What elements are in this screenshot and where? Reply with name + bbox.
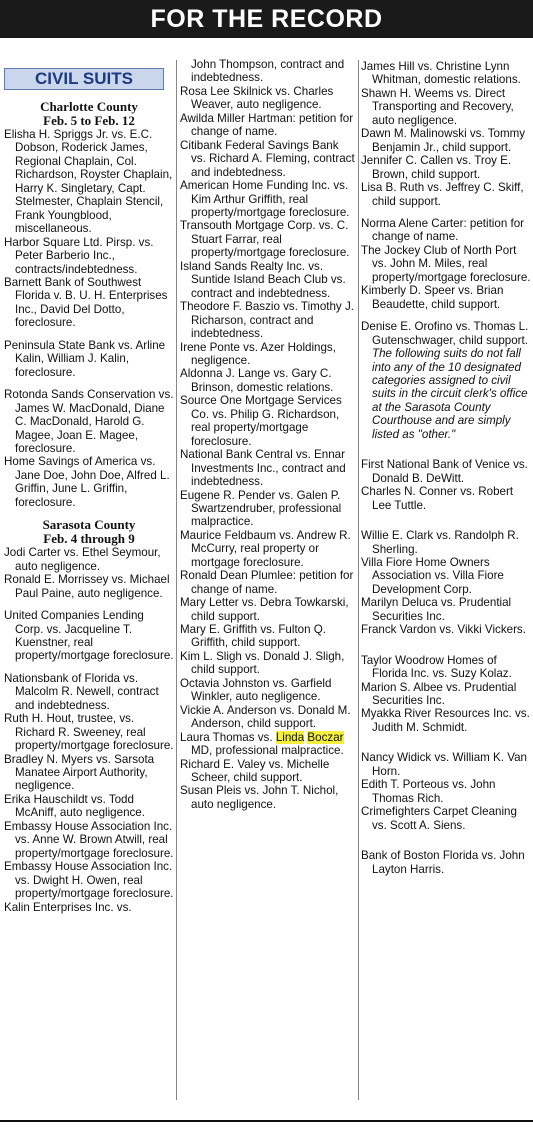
case-entry: Nationsbank of Florida vs. Malcolm R. Newell, contract and indebtedness. — [4, 671, 159, 712]
case-entry: Erika Hauschildt vs. Todd McAniff, auto negligence. — [4, 792, 145, 820]
civil-suits-label: CIVIL SUITS — [35, 69, 133, 88]
case-entry: Aldonna J. Lange vs. Gary C. Brinson, domestic relations. — [180, 367, 334, 394]
case-entry: Transouth Mortgage Corp. vs. C. Stuart Farrar, real property/mortgage foreclosure. — [180, 219, 350, 260]
banner-title: FOR THE RECORD — [150, 5, 383, 33]
case-entry: Source One Mortgage Services Co. vs. Philip G. Richardson, real property/mortgage foreclosure. — [180, 394, 342, 448]
column-divider — [358, 60, 359, 1100]
case-entry: Susan Pleis vs. John T. Nichol, auto negligence. — [180, 784, 339, 811]
column-1 — [4, 62, 174, 914]
case-entry: Denise E. Orofino vs. Thomas L. Gutenschwager, child support. — [361, 320, 529, 347]
case-entry: Marion S. Albee vs. Prudential Securities Inc. — [361, 680, 517, 708]
case-entry: The Jockey Club of North Port vs. John M. Miles, real property/mortgage foreclosure. — [361, 243, 531, 284]
column-divider — [176, 60, 177, 1100]
date-range: Feb. 5 to Feb. 12 — [43, 113, 135, 128]
case-entry: American Home Funding Inc. vs. Kim Arthur Griffith, real property/mortgage foreclosure. — [180, 179, 350, 219]
case-entry: Myakka River Resources Inc. vs. Judith M. Schmidt. — [361, 707, 530, 734]
case-entry: Embassy House Association Inc. vs. Anne W. Brown Atwill, real property/mortgage foreclosure. — [4, 819, 174, 860]
case-entry: Kim L. Sligh vs. Donald J. Sligh, child support. — [180, 649, 345, 677]
case-entry: Home Savings of America vs. Jane Doe, John Doe, Alfred L. Griffin, June L. Griffin, foreclosure. — [4, 455, 170, 509]
case-entry: Shawn H. Weems vs. Direct Transporting and Recovery, auto negligence. — [361, 86, 514, 127]
case-entry: First National Bank of Venice vs. Donald B. DeWitt. — [361, 458, 528, 485]
case-entry: United Companies Lending Corp. vs. Jacqueline T. Kuenstner, real property/mortgage foreclosure. — [4, 609, 174, 663]
date-range: Feb. 4 through 9 — [43, 531, 135, 547]
section-banner — [0, 0, 533, 38]
case-entry: Kalin Enterprises Inc. vs. — [4, 900, 132, 914]
case-entry: Jodi Carter vs. Ethel Seymour, auto negligence. — [4, 546, 161, 573]
case-entry: Willie E. Clark vs. Randolph R. Sherling. — [361, 529, 519, 556]
highlighted-name: Boczar — [307, 730, 344, 744]
case-entry: Ronald E. Morrissey vs. Michael Paul Paine, auto negligence. — [4, 573, 170, 600]
case-entry: Barnett Bank of Southwest Florida v. B. U. H. Enterprises Inc., David Del Dotto, foreclosure. — [4, 275, 168, 330]
case-entry: Bank of Boston Florida vs. John Layton Harris. — [361, 849, 525, 876]
column-2 — [180, 58, 356, 811]
case-entry: Vickie A. Anderson vs. Donald M. Anderson, child support. — [180, 703, 351, 731]
case-entry: Octavia Johnston vs. Garfield Winkler, auto negligence. — [180, 676, 332, 704]
case-entry: Rotonda Sands Conservation vs. James W. MacDonald, Diane C. MacDonald, Harold G. Magee, Joan E. Magee, foreclosure. — [4, 388, 174, 455]
case-entry: National Bank Central vs. Ennar Investments Inc., contract and indebtedness. — [180, 448, 346, 489]
case-entry: Ruth H. Hout, trustee, vs. Richard R. Sweeney, real property/mortgage foreclosure. — [4, 712, 174, 753]
case-entry: Peninsula State Bank vs. Arline Kalin, William J. Kalin, foreclosure. — [4, 338, 166, 379]
case-entry: Mary Letter vs. Debra Towkarski, child support. — [180, 596, 349, 623]
case-entry: Bradley N. Myers vs. Sarsota Manatee Airport Authority, negligence. — [4, 752, 155, 793]
case-entry: Charles N. Conner vs. Robert Lee Tuttle. — [361, 485, 514, 512]
case-entry: Citibank Federal Savings Bank vs. Richard A. Fleming, contract and indebtedness. — [180, 138, 355, 179]
case-entry: Dawn M. Malinowski vs. Tommy Benjamin Jr., child support. — [361, 127, 526, 154]
case-entry: Villa Fiore Home Owners Association vs. Villa Fiore Development Corp. — [361, 555, 504, 596]
case-entry-continued: John Thompson, contract and indebtedness. — [191, 58, 345, 85]
category-note: The following suits do not fall into any of the 10 designated categories assigned to civil suits in the circuit clerk's office at the Sarasota County Courthouse and are simply listed as "other." — [372, 347, 528, 441]
case-entry: Harbor Square Ltd. Pirsp. vs. Peter Barberio Inc., contracts/indebtedness. — [4, 235, 154, 276]
case-entry: Lisa B. Ruth vs. Jeffrey C. Skiff, child support. — [361, 181, 524, 208]
case-entry: Maurice Feldbaum vs. Andrew R. McCurry, real property or mortgage foreclosure. — [180, 528, 351, 569]
case-entry: Elisha H. Spriggs Jr. vs. E.C. Dobson, Roderick James, Regional Chaplain, Col. Richardson, Royster Chaplain, Harry K. Singletary, Capt. Stelmester, Chaplain Stencil, Frank Youngblood, miscellaneous. — [4, 128, 173, 236]
case-entry: Taylor Woodrow Homes of Florida Inc. vs. Suzy Kolaz. — [361, 653, 512, 681]
county-heading: Charlotte County — [40, 99, 138, 114]
case-entry: Awilda Miller Hartman: petition for change of name. — [180, 111, 354, 139]
case-entry: Richard E. Valey vs. Michelle Scheer, child support. — [180, 757, 330, 785]
case-entry: Theodore F. Baszio vs. Timothy J. Richarson, contract and indebtedness. — [180, 300, 354, 341]
bottom-rule — [0, 1120, 533, 1122]
case-entry: Norma Alene Carter: petition for change of name. — [361, 216, 525, 244]
case-entry: Eugene R. Pender vs. Galen P. Swartzendruber, professional malpractice. — [180, 488, 342, 529]
case-entry: Jennifer C. Callen vs. Troy E. Brown, child support. — [361, 154, 512, 181]
case-entry: Ronald Dean Plumlee: petition for change of name. — [180, 569, 354, 596]
case-entry: Franck Vardon vs. Vikki Vickers. — [361, 623, 526, 637]
case-entry: Rosa Lee Skilnick vs. Charles Weaver, auto negligence. — [180, 84, 334, 112]
case-entry: Mary E. Griffith vs. Fulton Q. Griffith, child support. — [180, 623, 327, 650]
highlighted-name: Linda — [275, 730, 305, 744]
case-entry: Nancy Widick vs. William K. Van Horn. — [361, 751, 527, 778]
case-entry: Embassy House Association Inc. vs. Dwight H. Owen, real property/mortgage foreclosure. — [4, 860, 174, 901]
column-3 — [361, 60, 531, 876]
case-entry: Irene Ponte vs. Azer Holdings, negligence. — [180, 340, 336, 367]
case-entry: James Hill vs. Christine Lynn Whitman, domestic relations. — [361, 60, 521, 87]
case-entry: Kimberly D. Speer vs. Brian Beaudette, child support. — [361, 284, 504, 311]
civil-suits-tag — [4, 68, 164, 90]
county-heading: Sarasota County — [42, 517, 136, 533]
case-entry: Edith T. Porteous vs. John Thomas Rich. — [361, 778, 496, 805]
case-entry: Marilyn Deluca vs. Prudential Securities Inc. — [361, 596, 512, 623]
case-entry: Island Sands Realty Inc. vs. Suntide Island Beach Club vs. contract and indebtedness. — [180, 259, 346, 300]
case-entry: Crimefighters Carpet Cleaning vs. Scott A. Siens. — [361, 805, 517, 832]
case-entry-highlighted — [180, 731, 356, 758]
entry-text: MD, professional malpractice. — [191, 744, 344, 758]
entry-text: Laura Thomas vs. — [180, 730, 276, 744]
